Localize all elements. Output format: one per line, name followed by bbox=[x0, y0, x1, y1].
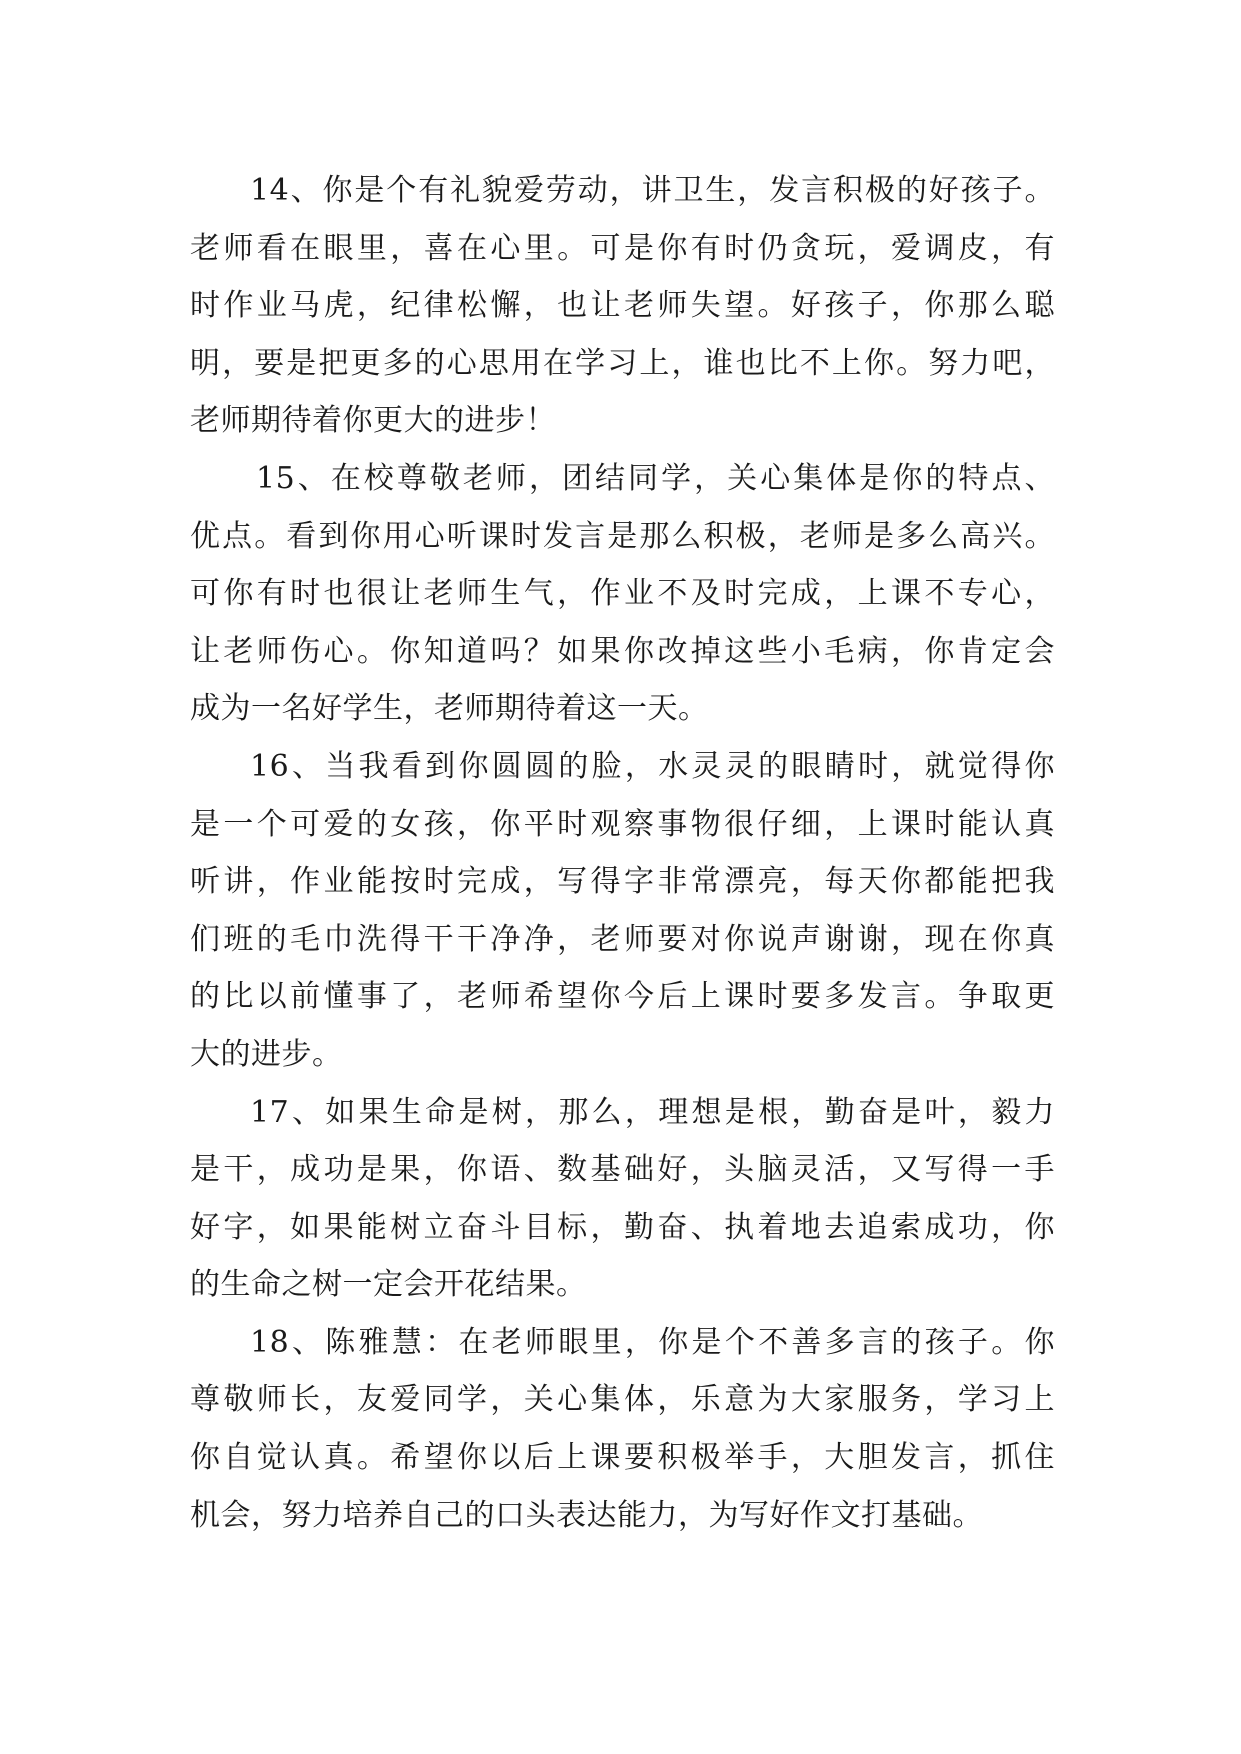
paragraph-line: 好字，如果能树立奋斗目标，勤奋、执着地去追索成功，你 bbox=[190, 1209, 1055, 1245]
paragraph-line: 你自觉认真。希望你以后上课要积极举手，大胆发言，抓住 bbox=[190, 1440, 1055, 1476]
comment-paragraph-17 bbox=[190, 1084, 1055, 1314]
paragraph-line: 明，要是把更多的心思用在学习上，谁也比不上你。努力吧， bbox=[190, 345, 1055, 381]
paragraph-line: 是一个可爱的女孩，你平时观察事物很仔细，上课时能认真 bbox=[190, 806, 1055, 842]
paragraph-line: 老师看在眼里，喜在心里。可是你有时仍贪玩，爱调皮，有 bbox=[190, 230, 1055, 266]
paragraph-line: 老师期待着你更大的进步！ bbox=[190, 403, 556, 439]
paragraph-line: 的比以前懂事了，老师希望你今后上课时要多发言。争取更 bbox=[190, 979, 1055, 1015]
paragraph-line: 时作业马虎，纪律松懈，也让老师失望。好孩子，你那么聪 bbox=[190, 288, 1055, 324]
paragraph-line: 14、你是个有礼貌爱劳动，讲卫生，发言积极的好孩子。 bbox=[250, 173, 1055, 208]
paragraph-line: 听讲，作业能按时完成，写得字非常漂亮，每天你都能把我 bbox=[190, 864, 1055, 900]
comment-paragraph-14 bbox=[190, 162, 1055, 450]
paragraph-line: 尊敬师长，友爱同学，关心集体，乐意为大家服务，学习上 bbox=[190, 1382, 1055, 1418]
comment-paragraph-18 bbox=[190, 1314, 1055, 1544]
paragraph-line: 让老师伤心。你知道吗？如果你改掉这些小毛病，你肯定会 bbox=[190, 633, 1055, 669]
comment-paragraph-16 bbox=[190, 738, 1055, 1084]
document-body bbox=[190, 162, 1055, 1544]
paragraph-line: 优点。看到你用心听课时发言是那么积极，老师是多么高兴。 bbox=[190, 518, 1055, 554]
paragraph-line: 大的进步。 bbox=[190, 1036, 343, 1072]
paragraph-line: 15、在校尊敬老师，团结同学，关心集体是你的特点、 bbox=[256, 460, 1055, 496]
paragraph-line: 可你有时也很让老师生气，作业不及时完成，上课不专心， bbox=[190, 576, 1055, 612]
paragraph-line: 机会，努力培养自己的口头表达能力，为写好作文打基础。 bbox=[190, 1497, 983, 1533]
paragraph-line: 17、如果生命是树，那么，理想是根，勤奋是叶，毅力 bbox=[250, 1094, 1055, 1130]
paragraph-line: 的生命之树一定会开花结果。 bbox=[190, 1267, 587, 1303]
paragraph-line: 16、当我看到你圆圆的脸，水灵灵的眼睛时，就觉得你 bbox=[250, 748, 1055, 784]
paragraph-line: 是干，成功是果，你语、数基础好，头脑灵活，又写得一手 bbox=[190, 1152, 1055, 1188]
comment-paragraph-15 bbox=[190, 450, 1055, 738]
paragraph-line: 们班的毛巾洗得干干净净，老师要对你说声谢谢，现在你真 bbox=[190, 921, 1055, 957]
paragraph-line: 18、陈雅慧：在老师眼里，你是个不善多言的孩子。你 bbox=[250, 1324, 1055, 1360]
paragraph-line: 成为一名好学生，老师期待着这一天。 bbox=[190, 691, 709, 727]
